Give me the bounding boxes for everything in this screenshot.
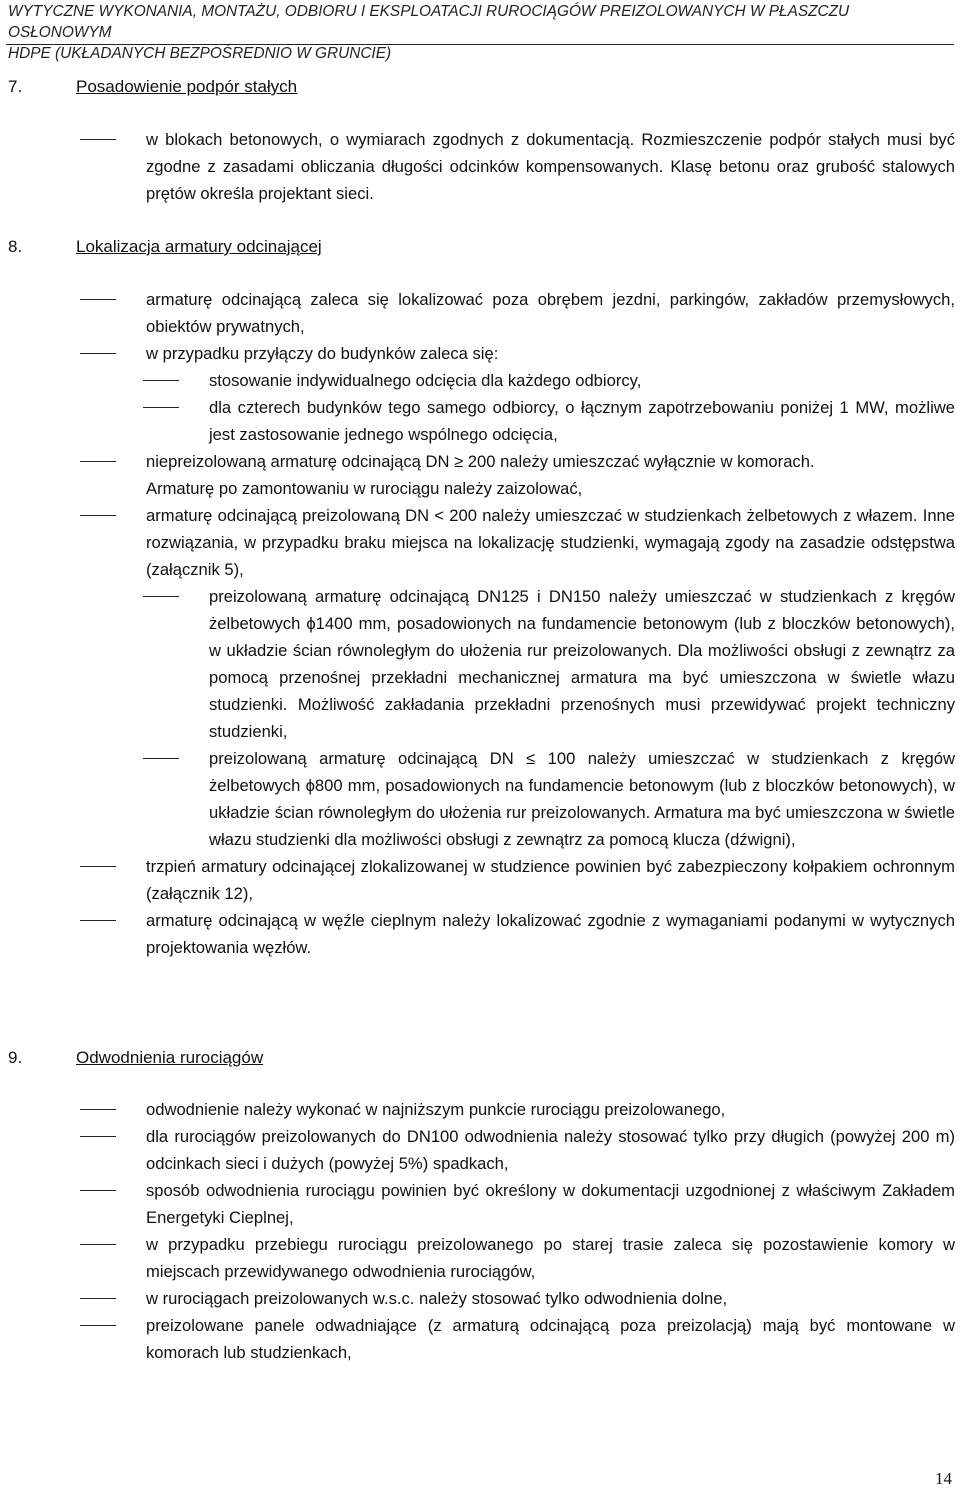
list-item: w rurociągach preizolowanych w.s.c. należy stosować tylko odwodnienia dolne,: [146, 1285, 955, 1312]
sub-list-item: stosowanie indywidualnego odcięcia dla każdego odbiorcy,: [209, 367, 955, 394]
list-item: sposób odwodnienia rurociągu powinien być określony w dokumentacji uzgodnionej z właściwym Zakładem Energetyki Cieplnej,: [146, 1177, 955, 1231]
list-item: odwodnienie należy wykonać w najniższym punkcie rurociągu preizolowanego,: [146, 1096, 955, 1123]
list-item: armaturę odcinającą w węźle cieplnym należy lokalizować zgodnie z wymaganiami podanymi w wytycznych projektowania węzłów.: [146, 907, 955, 961]
section-title: Posadowienie podpór stałych: [76, 77, 298, 96]
dash-bullet: [80, 139, 116, 140]
dash-bullet: [80, 1190, 116, 1191]
list-item: armaturę odcinającą preizolowaną DN < 200 należy umieszczać w studzienkach żelbetowych z włazem. Inne rozwiązania, w przypadku braku miejsca na lokalizację studzienki, wymagają zgody na zasadzie odstępstwa (załącznik 5),: [146, 502, 955, 583]
paragraph: Armaturę po zamontowaniu w rurociągu należy zaizolować,: [146, 479, 583, 498]
section-title: Lokalizacja armatury odcinającej: [76, 237, 322, 256]
list-item: trzpień armatury odcinającej zlokalizowanej w studzience powinien być zabezpieczony kołpakiem ochronnym (załącznik 12),: [146, 853, 955, 907]
list-item: dla rurociągów preizolowanych do DN100 odwodnienia należy stosować tylko przy długich (powyżej 200 m) odcinkach sieci i dużych (powyżej 5%) spadkach,: [146, 1123, 955, 1177]
section-8-list: [0, 286, 960, 961]
header-divider: [6, 44, 954, 45]
sub-list-item: preizolowaną armaturę odcinającą DN ≤ 100 należy umieszczać w studzienkach z kręgów żelbetowych ϕ800 mm, posadowionych na fundamencie betonowym (lub z bloczków betonowych), w układzie ścian równoległym do ułożenia rur preizolowanych. Armatura ma być umieszczona w świetle włazu studzienki dla możliwości obsługi z zewnątrz za pomocą klucza (dźwigni),: [209, 745, 955, 853]
dash-bullet: [143, 407, 179, 408]
sub-list-item: preizolowaną armaturę odcinającą DN125 i DN150 należy umieszczać w studzienkach z kręgów żelbetowych ϕ1400 mm, posadowionych na fundamencie betonowym (lub z bloczków betonowych), w układzie ścian równoległym do ułożenia rur preizolowanych. Dla możliwości obsługi z zewnątrz za pomocą przenośnej przekładni mechanicznej armatura ma być umieszczona w świetle włazu studzienki. Możliwość zakładania przekładni przenośnych musi przewidywać projekt techniczny studzienki,: [209, 583, 955, 745]
dash-bullet: [80, 299, 116, 300]
list-item: niepreizolowaną armaturę odcinającą DN ≥ 200 należy umieszczać wyłącznie w komorach.: [146, 448, 955, 475]
dash-bullet: [143, 596, 179, 597]
section-number: 9.: [8, 1048, 23, 1067]
dash-bullet: [80, 353, 116, 354]
list-item: w przypadku przebiegu rurociągu preizolowanego po starej trasie zaleca się pozostawienie komory w miejscach przewidywanego odwodnienia rurociągów,: [146, 1231, 955, 1285]
dash-bullet: [80, 1325, 116, 1326]
dash-bullet: [80, 1136, 116, 1137]
list-item: preizolowane panele odwadniające (z armaturą odcinającą poza preizolacją) mają być montowane w komorach lub studzienkach,: [146, 1312, 955, 1366]
list-item: armaturę odcinającą zaleca się lokalizować poza obrębem jezdni, parkingów, zakładów przemysłowych, obiektów prywatnych,: [146, 286, 955, 340]
dash-bullet: [80, 515, 116, 516]
dash-bullet: [143, 380, 179, 381]
sub-list-item: dla czterech budynków tego samego odbiorcy, o łącznym zapotrzebowaniu poniżej 1 MW, możliwe jest zastosowanie jednego wspólnego odcięcia,: [209, 394, 955, 448]
section-number: 8.: [8, 237, 23, 256]
dash-bullet: [80, 1298, 116, 1299]
running-header-line-1: WYTYCZNE WYKONANIA, MONTAŻU, ODBIORU I EKSPLOATACJI RUROCIĄGÓW PREIZOLOWANYCH W PŁASZCZU OSŁONOWYM: [8, 3, 850, 41]
section-number: 7.: [8, 77, 23, 96]
section-7-heading: [8, 73, 297, 100]
dash-bullet: [143, 758, 179, 759]
section-9-list: [0, 1096, 960, 1366]
section-8-heading: [8, 233, 322, 260]
running-header: [8, 0, 952, 64]
dash-bullet: [80, 1109, 116, 1110]
running-header-line-2: HDPE (UKŁADANYCH BEZPOŚREDNIO W GRUNCIE): [8, 45, 392, 62]
section-7-list: [0, 126, 960, 207]
page-number: 14: [935, 1469, 952, 1488]
dash-bullet: [80, 461, 116, 462]
list-item: w blokach betonowych, o wymiarach zgodnych z dokumentacją. Rozmieszczenie podpór stałych musi być zgodne z zasadami obliczania długości odcinków kompensowanych. Klasę betonu oraz grubość stalowych prętów określa projektant sieci.: [146, 126, 955, 207]
section-9-heading: [8, 1044, 263, 1071]
dash-bullet: [80, 1244, 116, 1245]
dash-bullet: [80, 866, 116, 867]
dash-bullet: [80, 920, 116, 921]
section-title: Odwodnienia rurociągów: [76, 1048, 264, 1067]
list-item: w przypadku przyłączy do budynków zaleca się:: [146, 340, 955, 367]
